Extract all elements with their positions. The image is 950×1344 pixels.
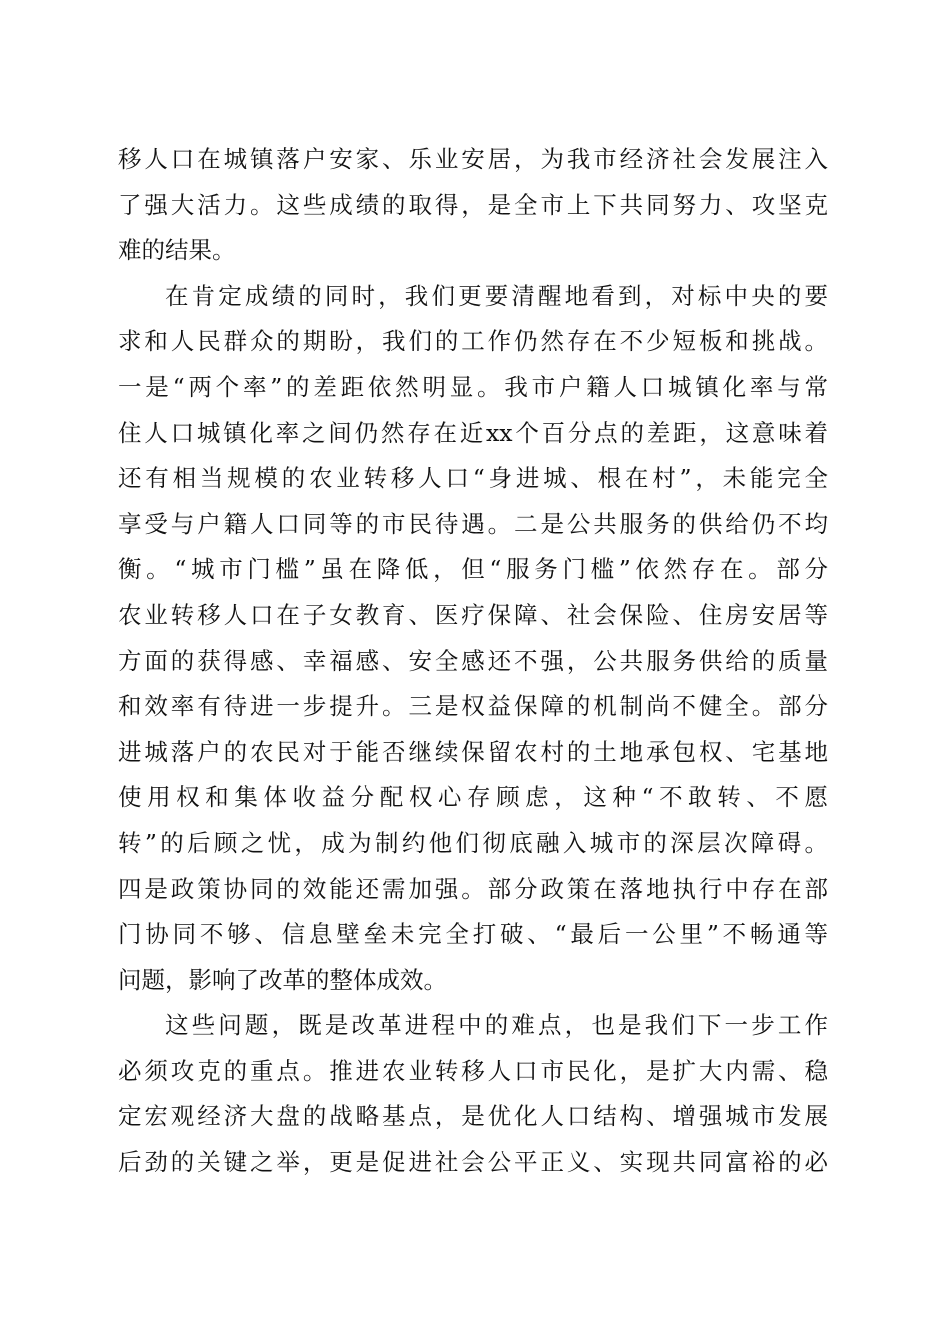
text-line: 衡。“城市门槛”虽在降低，但“服务门槛”依然存在。部分	[118, 555, 828, 584]
paragraph-1	[118, 137, 828, 274]
text-line: 享受与户籍人口同等的市民待遇。二是公共服务的供给仍不均	[118, 509, 828, 538]
text-line: 这些问题，既是改革进程中的难点，也是我们下一步工作	[165, 1011, 828, 1040]
text-line: 门协同不够、信息壁垒未完全打破、“最后一公里”不畅通等	[118, 920, 828, 949]
text-line: 了强大活力。这些成绩的取得，是全市上下共同努力、攻坚克	[118, 190, 828, 219]
paragraph-3	[118, 1003, 828, 1185]
text-line: 和效率有待进一步提升。三是权益保障的机制尚不健全。部分	[118, 692, 828, 721]
text-line: 问题，影响了改革的整体成效。	[118, 965, 447, 994]
text-line: 求和人民群众的期盼，我们的工作仍然存在不少短板和挑战。	[118, 327, 828, 356]
text-line: 方面的获得感、幸福感、安全感还不强，公共服务供给的质量	[118, 646, 828, 675]
text-line: 难的结果。	[118, 236, 236, 265]
text-line: 使用权和集体收益分配权心存顾虑，这种“不敢转、不愿	[118, 783, 828, 812]
document-page	[118, 137, 828, 1186]
text-line: 农业转移人口在子女教育、医疗保障、社会保险、住房安居等	[118, 600, 828, 629]
text-line: 移人口在城镇落户安家、乐业安居，为我市经济社会发展注入	[118, 145, 828, 173]
text-line: 转”的后顾之忧，成为制约他们彻底融入城市的深层次障碍。	[118, 828, 828, 857]
text-line: 还有相当规模的农业转移人口“身进城、根在村”，未能完全	[118, 464, 828, 493]
text-line: 定宏观经济大盘的战略基点，是优化人口结构、增强城市发展	[118, 1102, 828, 1131]
text-line: 进城落户的农民对于能否继续保留农村的土地承包权、宅基地	[118, 737, 828, 766]
text-line: 在肯定成绩的同时，我们更要清醒地看到，对标中央的要	[165, 281, 828, 310]
text-line: 后劲的关键之举，更是促进社会公平正义、实现共同富裕的必	[118, 1148, 828, 1177]
text-line: 四是政策协同的效能还需加强。部分政策在落地执行中存在部	[118, 874, 828, 903]
text-line: 住人口城镇化率之间仍然存在近xx个百分点的差距，这意味着	[118, 418, 828, 447]
paragraph-2	[118, 274, 828, 1004]
text-line: 一是“两个率”的差距依然明显。我市户籍人口城镇化率与常	[118, 372, 828, 401]
text-line: 必须攻克的重点。推进农业转移人口市民化，是扩大内需、稳	[118, 1056, 828, 1085]
